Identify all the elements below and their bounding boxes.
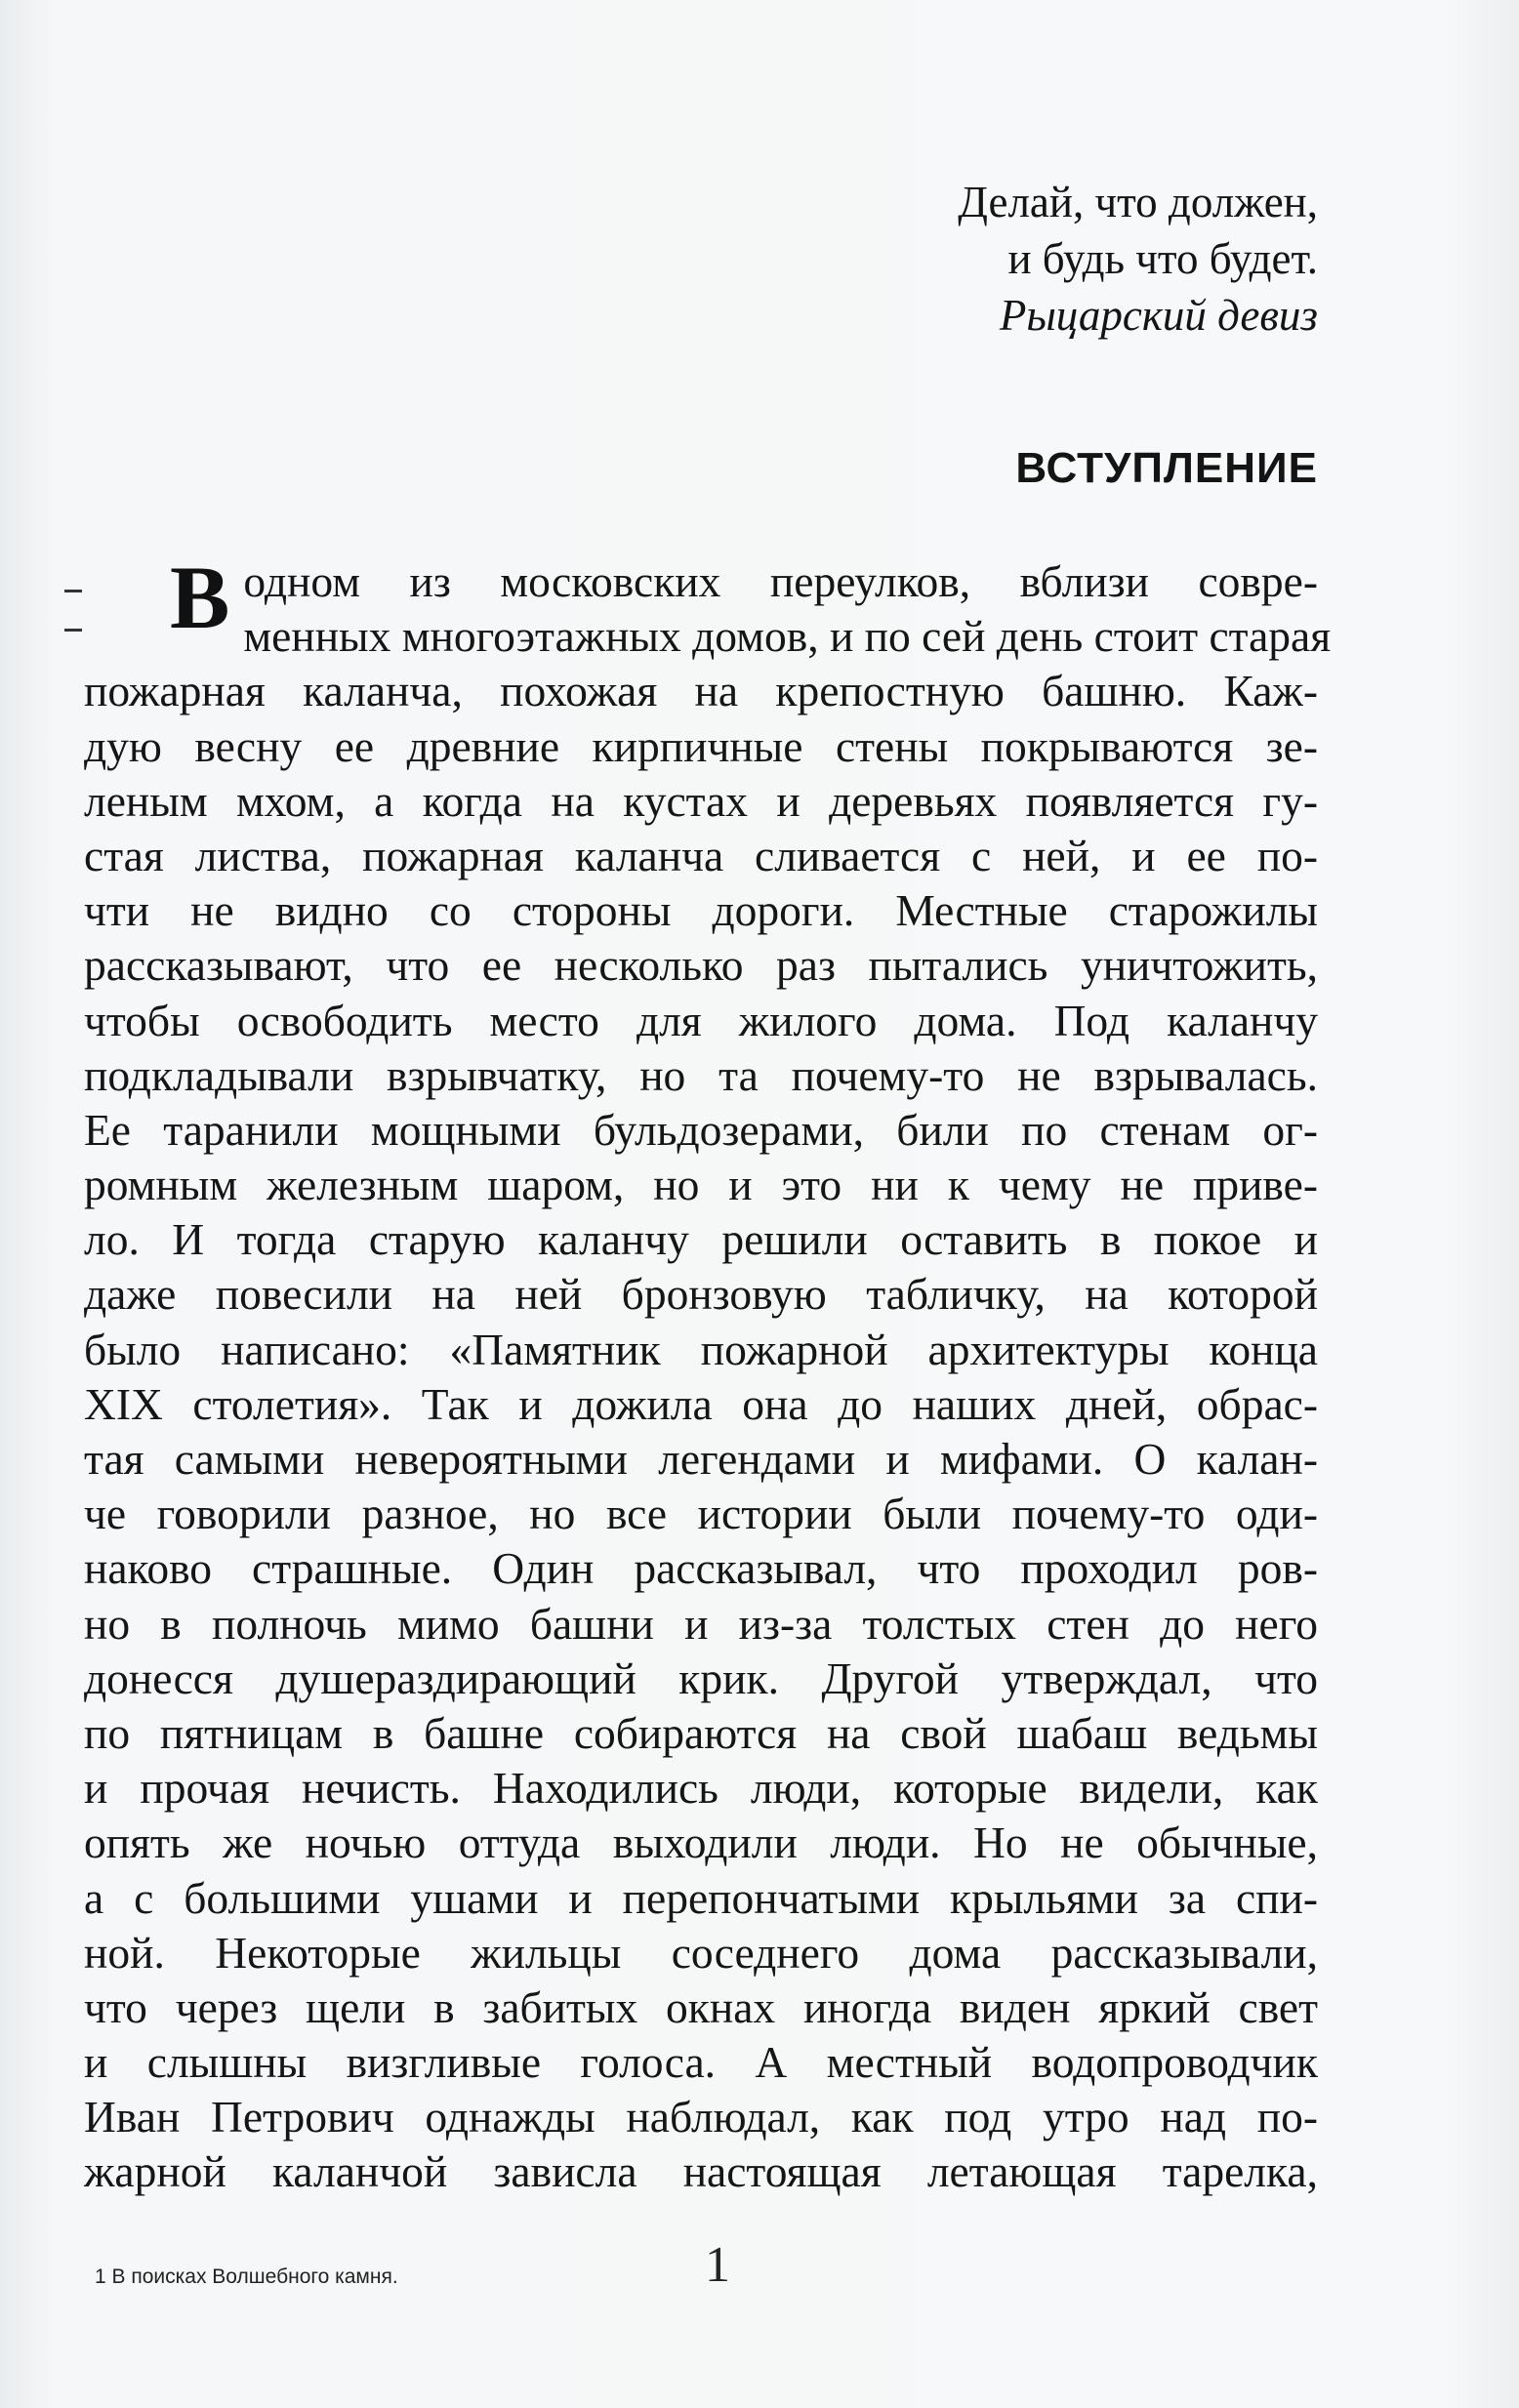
text-line: стая листва, пожарная каланча сливается с ней, и ее по-	[84, 830, 1318, 880]
text-line: было написано: «Памятник пожарной архитектуры конца	[84, 1324, 1318, 1374]
text-line: Ее таранили мощными бульдозерами, били по стенам ог-	[84, 1104, 1318, 1155]
text-line: но в полночь мимо башни и из-за толстых стен до него	[84, 1598, 1318, 1649]
text-line: наково страшные. Один рассказывал, что проходил ров-	[84, 1543, 1318, 1594]
epigraph	[958, 174, 1318, 344]
margin-mark	[64, 629, 82, 632]
page-number: 1	[705, 2237, 730, 2293]
text-line: чтобы освободить место для жилого дома. Под каланчу	[84, 995, 1318, 1045]
text-line: дую весну ее древние кирпичные стены покрываются зе-	[84, 720, 1318, 771]
text-line: что через щели в забитых окнах иногда виден яркий свет	[84, 1981, 1318, 2032]
text-line: рассказывают, что ее несколько раз пытались уничтожить,	[84, 940, 1318, 991]
text-line: Иван Петрович однажды наблюдал, как под утро над по-	[84, 2092, 1318, 2143]
text-line: ной. Некоторые жильцы соседнего дома рассказывали,	[84, 1927, 1318, 1978]
text-line: ло. И тогда старую каланчу решили оставить в покое и	[84, 1214, 1318, 1265]
text-line: и прочая нечисть. Находились люди, которые видели, как	[84, 1763, 1318, 1814]
text-line: опять же ночью оттуда выходили люди. Но не обычные,	[84, 1817, 1318, 1868]
text-line: а с большими ушами и перепончатыми крыльями за спи-	[84, 1872, 1318, 1923]
drop-cap: В	[170, 548, 230, 647]
epigraph-line-1: Делай, что должен,	[958, 178, 1318, 226]
text-line: жарной каланчой зависла настоящая летающая тарелка,	[84, 2146, 1318, 2197]
text-line: леным мхом, а когда на кустах и деревьях появляется гу-	[84, 775, 1318, 826]
body-text	[84, 548, 1332, 2200]
text-line: тая самыми невероятными легендами и мифами. О калан-	[84, 1434, 1318, 1484]
text-line: донесся душераздирающий крик. Другой утверждал, что	[84, 1653, 1318, 1703]
text-line: чти не видно со стороны дороги. Местные старожилы	[84, 885, 1318, 936]
margin-mark	[64, 590, 82, 592]
text-line: даже повесили на ней бронзовую табличку, на которой	[84, 1269, 1318, 1320]
text-line: XIX столетия». Так и дожила она до наших дней, обрас-	[84, 1378, 1318, 1429]
text-line: пожарная каланча, похожая на крепостную башню. Каж-	[84, 666, 1318, 716]
text-line: по пятницам в башне собираются на свой шабаш ведьмы	[84, 1707, 1318, 1758]
text-lines	[84, 609, 1332, 2199]
text-line: менных многоэтажных домов, и по сей день стоит старая	[243, 611, 1332, 662]
text-line: че говорили разное, но все истории были почему-то оди-	[84, 1489, 1318, 1539]
text-line: и слышны визгливые голоса. А местный водопроводчик	[84, 2037, 1318, 2088]
text-line: ромным железным шаром, но и это ни к чему не приве-	[84, 1160, 1318, 1210]
footer-note: 1 В поисках Волшебного камня.	[95, 2265, 398, 2288]
epigraph-line-2: и будь что будет.	[1007, 234, 1318, 283]
text-line: одном из московских переулков, вблизи совре-	[243, 556, 1318, 606]
text-line: подкладывали взрывчатку, но та почему-то не взрывалась.	[84, 1049, 1318, 1100]
epigraph-author: Рыцарский девиз	[999, 291, 1318, 340]
chapter-heading: ВСТУПЛЕНИЕ	[1015, 444, 1318, 492]
